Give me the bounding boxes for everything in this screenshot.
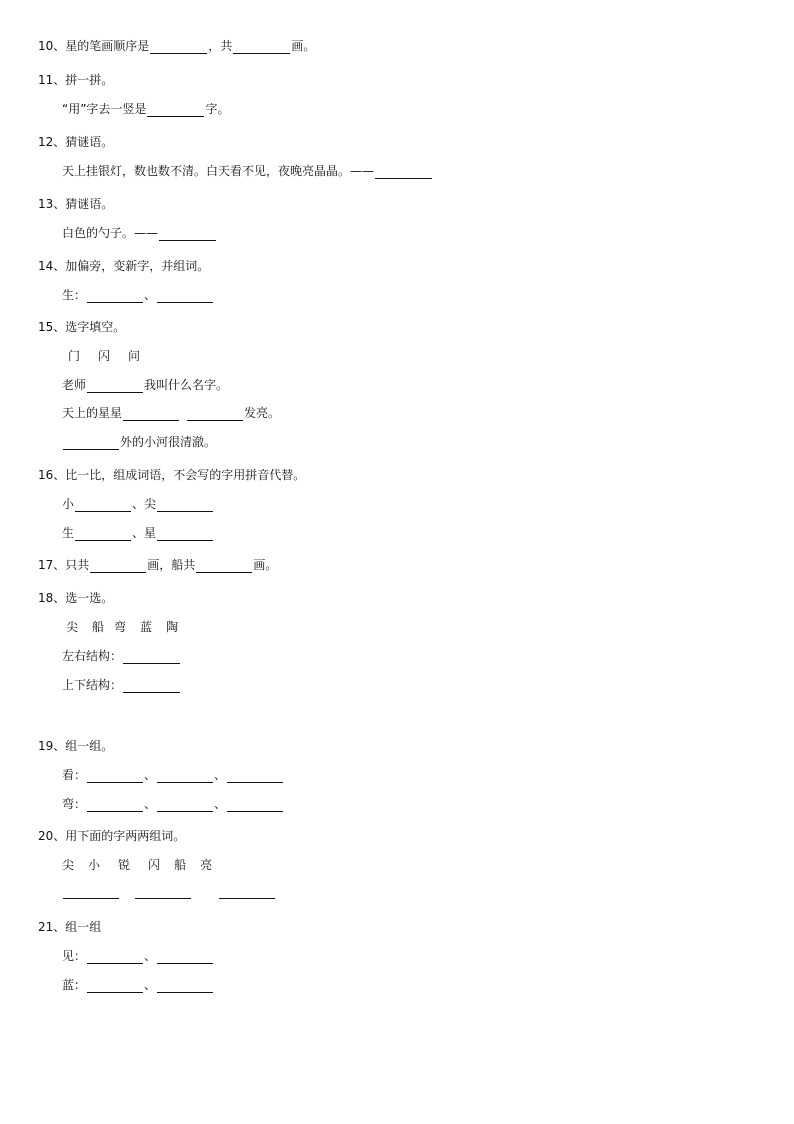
q18-line-2 xyxy=(62,677,181,693)
q20-blank-1[interactable] xyxy=(63,886,119,899)
q18-title-line xyxy=(38,590,113,606)
q15-l2-blank-2[interactable] xyxy=(187,408,243,421)
q14-blank-1[interactable] xyxy=(87,290,143,303)
q15-l2-text-1: 天上的星星 xyxy=(62,406,123,420)
q15-char-options xyxy=(68,348,140,364)
q15-title: 选字填空。 xyxy=(65,320,126,334)
q16-l2-blank-2[interactable] xyxy=(157,528,213,541)
q21-l2-blank-2[interactable] xyxy=(157,980,213,993)
q19-number: 19、 xyxy=(38,739,66,753)
q14-line-1 xyxy=(62,287,214,303)
q10-line xyxy=(38,38,315,54)
q20-blank-2[interactable] xyxy=(135,886,191,899)
q16-line-2 xyxy=(62,525,214,541)
q10-text-3: 画。 xyxy=(291,39,316,53)
q20-title: 用下面的字两两组词。 xyxy=(65,829,186,843)
q21-label-2: 蓝： xyxy=(62,978,87,992)
q19-l1-sep-1: 、 xyxy=(144,768,157,782)
q12-blank[interactable] xyxy=(375,166,432,179)
q19-title-line xyxy=(38,738,113,754)
q19-l2-blank-1[interactable] xyxy=(87,799,143,812)
q19-label-1: 看： xyxy=(62,768,87,782)
q13-number: 13、 xyxy=(38,197,66,211)
q19-l2-blank-3[interactable] xyxy=(227,799,283,812)
q16-l1-blank-1[interactable] xyxy=(75,499,131,512)
q18-char-options xyxy=(66,619,178,635)
q12-riddle-text: 天上挂银灯，数也数不清。白天看不见，夜晚亮晶晶。—— xyxy=(62,164,375,178)
q19-l1-blank-1[interactable] xyxy=(87,770,143,783)
q15-l1-text-1: 老师 xyxy=(62,378,87,392)
q15-title-line xyxy=(38,319,125,335)
q10-number: 10、 xyxy=(38,39,66,53)
q18-blank-2[interactable] xyxy=(123,680,180,693)
q12-title: 猜谜语。 xyxy=(65,135,114,149)
q20-char-options xyxy=(62,857,212,873)
q15-char-2: 闪 xyxy=(98,349,111,363)
q20-char-1: 尖 xyxy=(62,858,75,872)
q18-char-3: 弯 xyxy=(114,620,127,634)
q14-blank-2[interactable] xyxy=(157,290,213,303)
q13-blank[interactable] xyxy=(159,228,216,241)
q19-l1-blank-2[interactable] xyxy=(157,770,213,783)
q16-l1-blank-2[interactable] xyxy=(157,499,213,512)
q17-blank-2[interactable] xyxy=(196,560,252,573)
q14-title-line xyxy=(38,258,209,274)
q21-l2-sep: 、 xyxy=(144,978,157,992)
q11-title: 拼一拼。 xyxy=(65,73,114,87)
q21-line-2 xyxy=(62,977,214,993)
q15-line-1 xyxy=(62,377,228,393)
q20-blank-3[interactable] xyxy=(219,886,275,899)
q18-label-2: 上下结构： xyxy=(62,678,123,692)
q21-l1-blank-1[interactable] xyxy=(87,951,143,964)
q19-l1-blank-3[interactable] xyxy=(227,770,283,783)
q18-char-5: 陶 xyxy=(166,620,179,634)
q16-l1-char-2: 、尖 xyxy=(132,497,157,511)
q18-char-4: 蓝 xyxy=(140,620,153,634)
q17-text-1: 只共 xyxy=(65,558,90,572)
q21-label-1: 见： xyxy=(62,949,87,963)
q14-separator: 、 xyxy=(144,288,157,302)
q19-label-2: 弯： xyxy=(62,797,87,811)
q17-text-2: 画，船共 xyxy=(147,558,196,572)
q18-number: 18、 xyxy=(38,591,66,605)
q15-l3-text: 外的小河很清澈。 xyxy=(120,435,217,449)
q16-l2-char-2: 、星 xyxy=(132,526,157,540)
q16-l1-char-1: 小 xyxy=(62,497,75,511)
q15-l3-blank[interactable] xyxy=(63,437,119,450)
q18-line-1 xyxy=(62,648,181,664)
q19-l2-blank-2[interactable] xyxy=(157,799,213,812)
q16-l2-char-1: 生 xyxy=(62,526,75,540)
q15-number: 15、 xyxy=(38,320,66,334)
q16-l2-blank-1[interactable] xyxy=(75,528,131,541)
q18-char-2: 船 xyxy=(92,620,105,634)
q20-blanks-line xyxy=(62,886,276,899)
q11-text-1: “用”字去一竖是 xyxy=(62,102,147,116)
q19-title: 组一组。 xyxy=(65,739,114,753)
q16-line-1 xyxy=(62,496,214,512)
q11-text-2: 字。 xyxy=(205,102,230,116)
q20-char-3: 锐 xyxy=(118,858,131,872)
q12-line-1 xyxy=(62,163,433,179)
q10-text-1: 星的笔画顺序是 xyxy=(65,39,150,53)
q17-text-3: 画。 xyxy=(253,558,278,572)
q13-line-1 xyxy=(62,225,217,241)
q15-line-2 xyxy=(62,405,280,421)
q13-riddle-text: 白色的勺子。—— xyxy=(62,226,159,240)
q15-char-1: 门 xyxy=(68,349,81,363)
q19-l2-sep-2: 、 xyxy=(214,797,227,811)
q19-l2-sep-1: 、 xyxy=(144,797,157,811)
q20-number: 20、 xyxy=(38,829,66,843)
q11-title-line xyxy=(38,72,113,88)
q14-number: 14、 xyxy=(38,259,66,273)
q15-char-3: 问 xyxy=(128,349,141,363)
q18-label-1: 左右结构： xyxy=(62,649,123,663)
q17-blank-1[interactable] xyxy=(90,560,146,573)
q16-title-line xyxy=(38,467,305,483)
q17-line xyxy=(38,557,277,573)
q21-l1-blank-2[interactable] xyxy=(157,951,213,964)
q21-line-1 xyxy=(62,948,214,964)
q13-title-line xyxy=(38,196,113,212)
q10-text-2: ，共 xyxy=(208,39,233,53)
q20-title-line xyxy=(38,828,185,844)
q20-char-6: 亮 xyxy=(200,858,213,872)
q21-number: 21、 xyxy=(38,920,66,934)
q19-line-1 xyxy=(62,767,284,783)
q12-number: 12、 xyxy=(38,135,66,149)
q10-blank-1[interactable] xyxy=(150,41,207,54)
q11-blank[interactable] xyxy=(147,104,204,117)
q18-blank-1[interactable] xyxy=(123,651,180,664)
q19-l1-sep-2: 、 xyxy=(214,768,227,782)
q15-line-3 xyxy=(62,434,216,450)
q15-l2-blank-1[interactable] xyxy=(123,408,179,421)
q20-char-5: 船 xyxy=(174,858,187,872)
q15-l2-text-2: 发亮。 xyxy=(244,406,281,420)
q12-title-line xyxy=(38,134,113,150)
q18-char-1: 尖 xyxy=(66,620,79,634)
q17-number: 17、 xyxy=(38,558,66,572)
q15-l1-blank[interactable] xyxy=(87,380,143,393)
q20-char-4: 闪 xyxy=(148,858,161,872)
q14-title: 加偏旁，变新字，并组词。 xyxy=(65,259,210,273)
q21-l1-sep: 、 xyxy=(144,949,157,963)
q11-line-1 xyxy=(62,101,229,117)
q21-title: 组一组 xyxy=(65,920,102,934)
q13-title: 猜谜语。 xyxy=(65,197,114,211)
q11-number: 11、 xyxy=(38,73,66,87)
q16-title: 比一比，组成词语，不会写的字用拼音代替。 xyxy=(65,468,306,482)
q14-label: 生： xyxy=(62,288,87,302)
q20-char-2: 小 xyxy=(88,858,101,872)
q16-number: 16、 xyxy=(38,468,66,482)
q19-line-2 xyxy=(62,796,284,812)
q10-blank-2[interactable] xyxy=(233,41,290,54)
q15-l1-text-2: 我叫什么名字。 xyxy=(144,378,229,392)
q21-title-line xyxy=(38,919,101,935)
q18-title: 选一选。 xyxy=(65,591,114,605)
q21-l2-blank-1[interactable] xyxy=(87,980,143,993)
